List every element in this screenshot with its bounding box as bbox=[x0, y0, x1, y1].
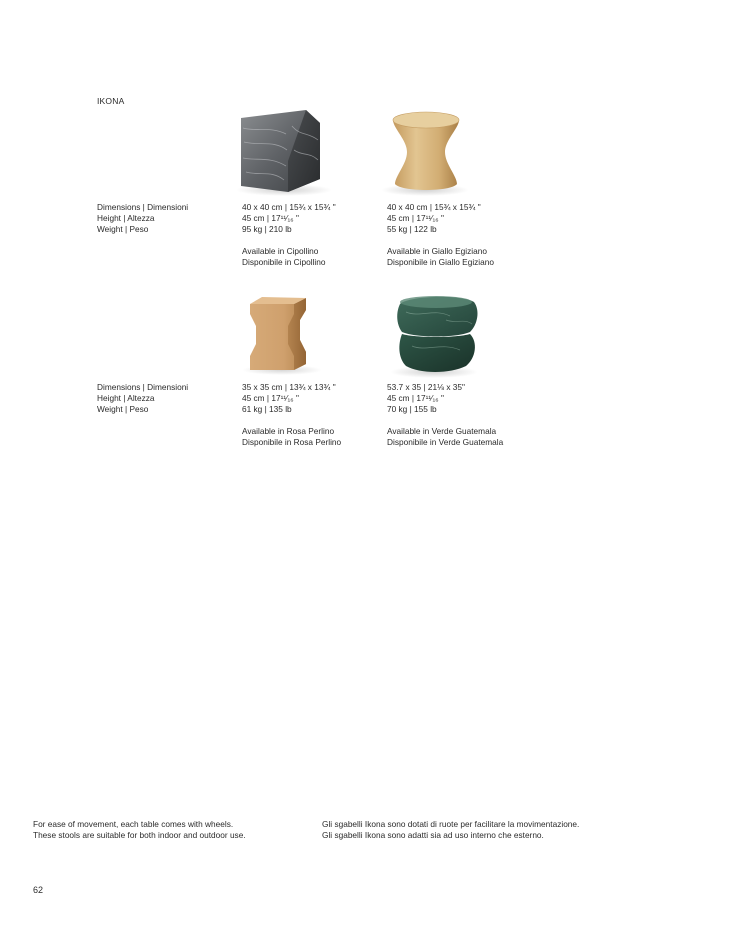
height-value: 45 cm | 17¹¹⁄₁₆ " bbox=[387, 213, 444, 223]
footer-it-line-1: Gli sgabelli Ikona sono dotati di ruote per facilitare la movimentazione. bbox=[322, 819, 580, 829]
availability-it: Disponibile in Giallo Egiziano bbox=[387, 257, 494, 267]
weight-value: 61 kg | 135 lb bbox=[242, 404, 292, 414]
footer-note-italian bbox=[322, 819, 579, 841]
spec-labels-row2 bbox=[97, 382, 237, 415]
height-label: Height | Altezza bbox=[97, 213, 155, 223]
availability-en: Available in Rosa Perlino bbox=[242, 426, 335, 436]
weight-value: 70 kg | 155 lb bbox=[387, 404, 437, 414]
page-number: 62 bbox=[33, 885, 44, 895]
product-image-cipollino bbox=[226, 106, 336, 196]
weight-value: 95 kg | 210 lb bbox=[242, 224, 292, 234]
dimensions-value: 35 x 35 cm | 13¾ x 13¾ " bbox=[242, 382, 336, 392]
product-specs-verde-guatemala bbox=[387, 382, 537, 448]
availability-en: Available in Cipollino bbox=[242, 246, 319, 256]
weight-label: Weight | Peso bbox=[97, 404, 149, 414]
height-value: 45 cm | 17¹¹⁄₁₆ " bbox=[242, 213, 299, 223]
height-value: 45 cm | 17¹¹⁄₁₆ " bbox=[387, 393, 444, 403]
height-value: 45 cm | 17¹¹⁄₁₆ " bbox=[242, 393, 299, 403]
weight-value: 55 kg | 122 lb bbox=[387, 224, 437, 234]
footer-note-english bbox=[33, 819, 246, 841]
section-title: IKONA bbox=[97, 96, 125, 106]
footer-en-line-1: For ease of movement, each table comes with wheels. bbox=[33, 819, 234, 829]
dimensions-value: 40 x 40 cm | 15¾ x 15¾ " bbox=[242, 202, 336, 212]
spec-labels-row1 bbox=[97, 202, 237, 235]
product-specs-rosa-perlino bbox=[242, 382, 382, 448]
availability-en: Available in Giallo Egiziano bbox=[387, 246, 487, 256]
dimensions-label: Dimensions | Dimensioni bbox=[97, 202, 189, 212]
weight-label: Weight | Peso bbox=[97, 224, 149, 234]
availability-it: Disponibile in Cipollino bbox=[242, 257, 326, 267]
availability-it: Disponibile in Verde Guatemala bbox=[387, 437, 504, 447]
product-specs-giallo-egiziano bbox=[387, 202, 537, 268]
product-specs-cipollino bbox=[242, 202, 382, 268]
product-image-rosa-perlino bbox=[236, 292, 331, 378]
product-image-verde-guatemala bbox=[386, 290, 486, 380]
availability-en: Available in Verde Guatemala bbox=[387, 426, 497, 436]
dimensions-value: 40 x 40 cm | 15¾ x 15¾ " bbox=[387, 202, 481, 212]
footer-it-line-2: Gli sgabelli Ikona sono adatti sia ad uso interno che esterno. bbox=[322, 830, 544, 840]
availability-it: Disponibile in Rosa Perlino bbox=[242, 437, 342, 447]
footer-en-line-2: These stools are suitable for both indoor and outdoor use. bbox=[33, 830, 246, 840]
dimensions-label: Dimensions | Dimensioni bbox=[97, 382, 189, 392]
product-image-giallo-egiziano bbox=[381, 106, 481, 198]
height-label: Height | Altezza bbox=[97, 393, 155, 403]
dimensions-value: 53.7 x 35 | 21⅛ x 35" bbox=[387, 382, 465, 392]
